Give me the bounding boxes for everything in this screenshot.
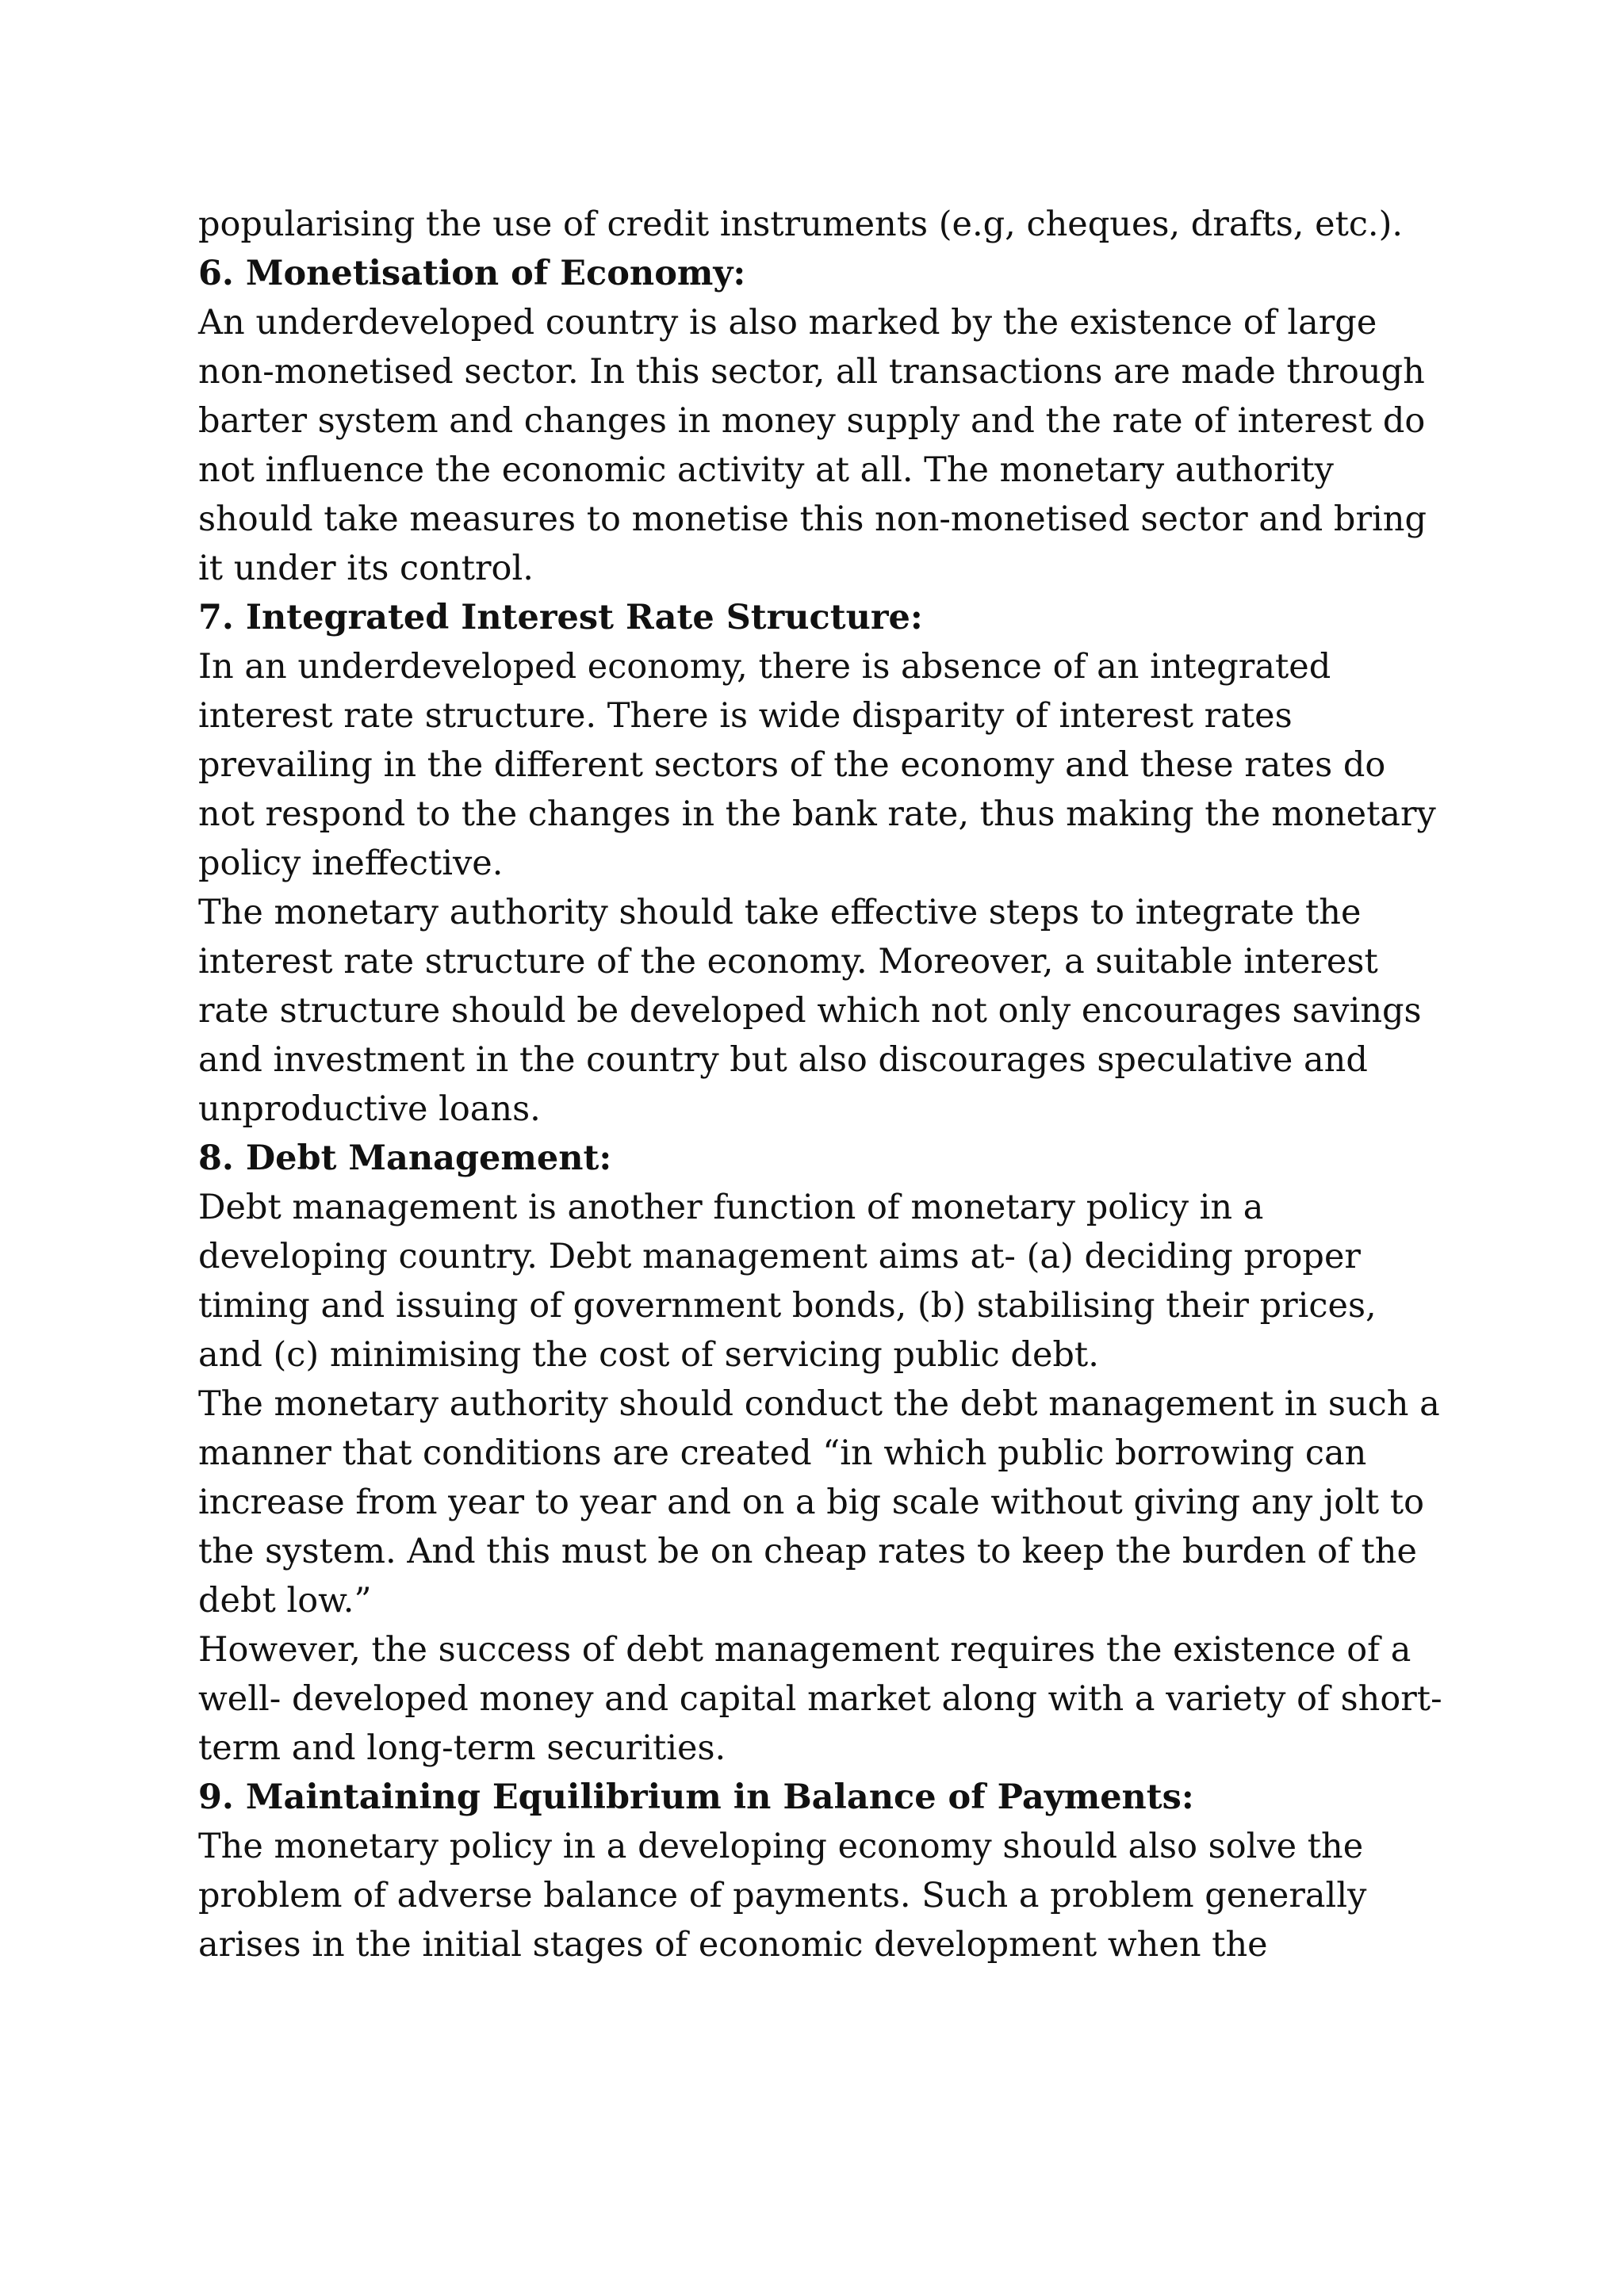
paragraph-debt-management-1: Debt management is another function of monetary policy in a developing country. Debt management aims at- (a) deciding proper timing and issuing of government bonds, (b) stabilising their prices, and (c) minimising the cost of servicing public debt. <box>198 1188 1377 1375</box>
paragraph-interest-rate-2: The monetary authority should take effective steps to integrate the interest rate structure of the economy. Moreover, a suitable interest rate structure should be developed which not only encourages savings and investment in the country but also discourages speculative and unproductive loans. <box>198 893 1422 1129</box>
heading-interest-rate-structure: 7. Integrated Interest Rate Structure: <box>198 598 923 637</box>
paragraph-debt-management-2: The monetary authority should conduct the debt management in such a manner that conditions are created “in which public borrowing can increase from year to year and on a big scale without giving any jolt to the system. And this must be on cheap rates to keep the burden of the debt low.” <box>198 1384 1440 1621</box>
paragraph-interest-rate-1: In an underdeveloped economy, there is absence of an integrated interest rate structure. There is wide disparity of interest rates prevailing in the different sectors of the economy and these rates do not respond to the changes in the bank rate, thus making the monetary policy ineffective. <box>198 647 1436 883</box>
heading-balance-of-payments: 9. Maintaining Equilibrium in Balance of Payments: <box>198 1777 1194 1817</box>
paragraph-credit-instruments: popularising the use of credit instruments (e.g, cheques, drafts, etc.). <box>198 205 1404 244</box>
paragraph-balance-of-payments: The monetary policy in a developing economy should also solve the problem of adverse balance of payments. Such a problem generally arises in the initial stages of economic development when the <box>198 1827 1367 1965</box>
heading-debt-management: 8. Debt Management: <box>198 1138 612 1178</box>
paragraph-debt-management-3: However, the success of debt management requires the existence of a well- developed money and capital market along with a variety of short- term and long-term securities. <box>198 1630 1442 1768</box>
document-page <box>198 200 1451 1969</box>
paragraph-monetisation: An underdeveloped country is also marked by the existence of large non-monetised sector. In this sector, all transactions are made through barter system and changes in money supply and the rate of interest do not influence the economic activity at all. The monetary authority should take measures to monetise this non-monetised sector and bring it under its control. <box>198 303 1427 588</box>
heading-monetisation: 6. Monetisation of Economy: <box>198 254 746 293</box>
